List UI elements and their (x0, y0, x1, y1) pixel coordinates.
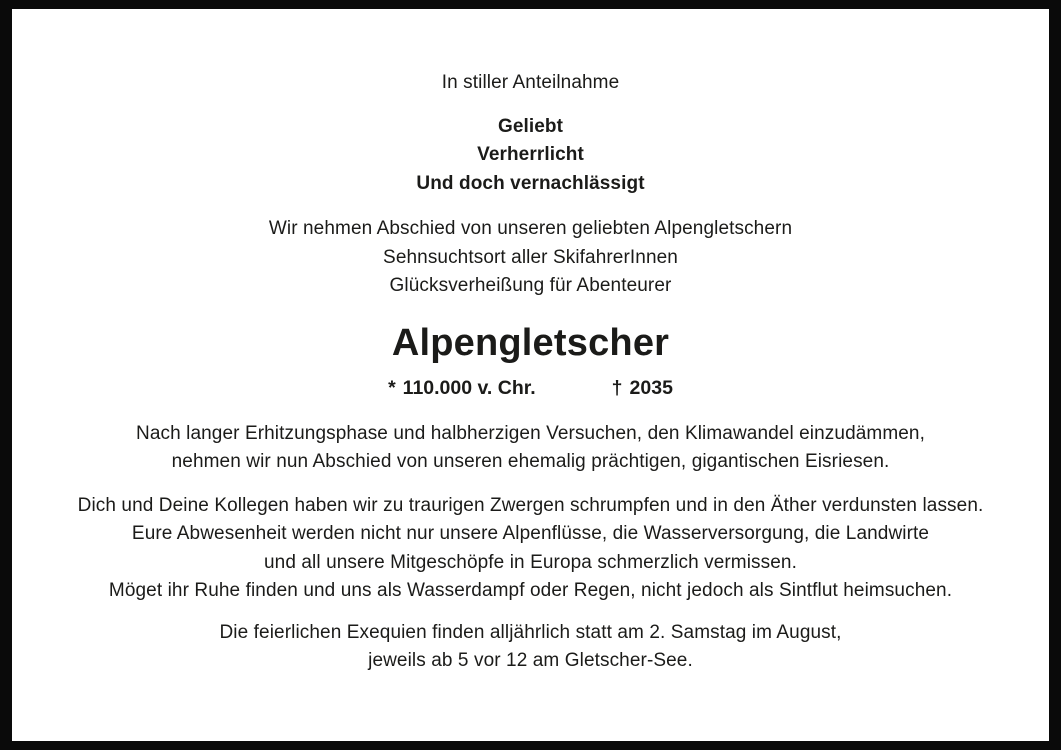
paragraph-line: Eure Abwesenheit werden nicht nur unsere Alpenflüsse, die Wasserversorgung, die Landwirte (131, 523, 930, 544)
paragraph-line: Nach langer Erhitzungsphase und halbherzigen Versuchen, den Klimawandel einzudämmen, (136, 422, 925, 444)
epithets-block (12, 113, 1049, 199)
paragraph-line: und all unsere Mitgeschöpfe in Europa schmerzlich vermissen. (264, 551, 797, 573)
farewell-line: Glücksverheißung für Abenteurer (389, 275, 672, 296)
epithet-line: Geliebt (497, 115, 564, 137)
paragraph-climate (12, 420, 1049, 477)
deceased-name: Alpengletscher (391, 321, 670, 364)
paragraph-absence (12, 492, 1049, 606)
farewell-block (12, 215, 1049, 301)
death-date (612, 374, 673, 402)
memorial-card (12, 9, 1049, 741)
intro-line: In stiller Anteilnahme (441, 72, 620, 93)
paragraph-line: jeweils ab 5 vor 12 am Gletscher-See. (368, 650, 693, 671)
farewell-line: Sehnsuchtsort aller SkifahrerInnen (383, 246, 678, 268)
birth-date-text: 110.000 v. Chr. (402, 376, 536, 399)
birth-date (388, 374, 536, 402)
farewell-line: Wir nehmen Abschied von unseren geliebten Alpengletschern (268, 218, 793, 239)
paragraph-line: Dich und Deine Kollegen haben wir zu traurigen Zwergen schrumpfen und in den Äther verdunsten lassen. (77, 494, 984, 516)
birth-asterisk-symbol: * (388, 376, 396, 399)
death-year-text: 2035 (629, 376, 673, 399)
paragraph-exequies (12, 619, 1049, 676)
epithet-line: Verherrlicht (477, 144, 584, 165)
paragraph-line: Möget ihr Ruhe finden und uns als Wasserdampf oder Regen, nicht jedoch als Sintflut heimsuchen. (108, 580, 953, 601)
paragraph-line: Die feierlichen Exequien finden alljährlich statt am 2. Samstag im August, (219, 621, 842, 643)
death-dagger-symbol: † (611, 376, 623, 399)
paragraph-line: nehmen wir nun Abschied von unseren ehemalig prächtigen, gigantischen Eisriesen. (171, 451, 890, 472)
epithet-line: Und doch vernachlässigt (416, 172, 645, 194)
life-dates-row (12, 374, 1049, 402)
